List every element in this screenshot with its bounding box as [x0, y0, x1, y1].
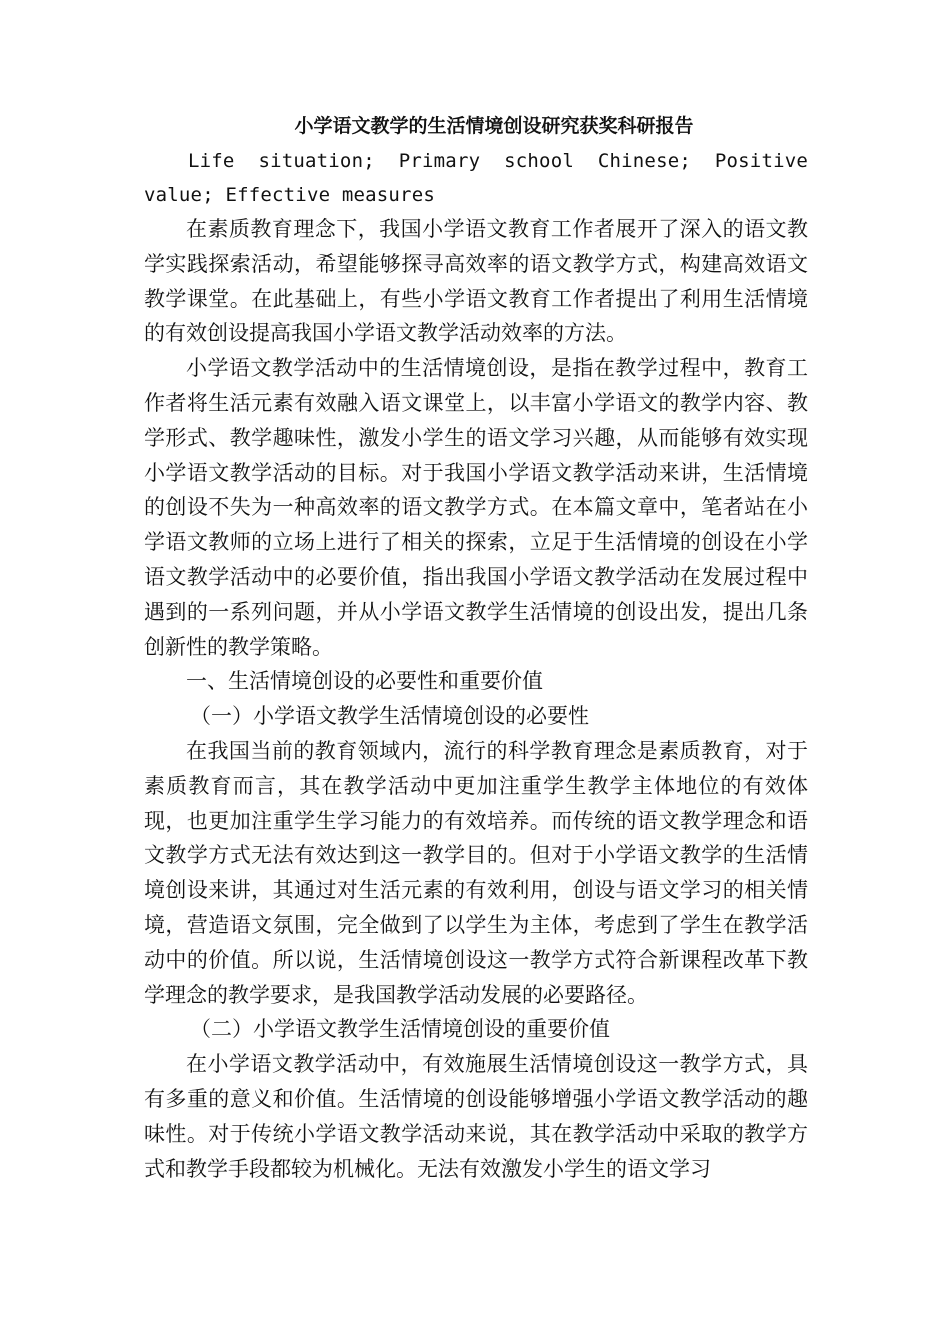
english-keywords: Life situation; Primary school Chinese; Positive value; Effective measures — [144, 150, 808, 206]
section-heading-1: 一、生活情境创设的必要性和重要价值 — [186, 669, 543, 694]
subsection-2-paragraph: 在小学语文教学活动中，有效施展生活情境创设这一教学方式，具有多重的意义和价值。生活情境的创设能够增强小学语文教学活动的趣味性。对于传统小学语文教学活动来说，其在教学活动中采取的教学方式和教学手段都较为机械化。无法有效激发小学生的语文学习 — [144, 1052, 808, 1181]
subsection-1-paragraph: 在我国当前的教育领域内，流行的科学教育理念是素质教育，对于素质教育而言，其在教学活动中更加注重学生教学主体地位的有效体现，也更加注重学生学习能力的有效培养。而传统的语文教学理念和语文教学方式无法有效达到这一教学目的。但对于小学语文教学的生活情境创设来讲，其通过对生活元素的有效利用，创设与语文学习的相关情境，营造语文氛围，完全做到了以学生为主体，考虑到了学生在教学活动中的价值。所以说，生活情境创设这一教学方式符合新课程改革下教学理念的教学要求，是我国教学活动发展的必要路径。 — [144, 738, 808, 1007]
document-body — [144, 108, 808, 1186]
document-title: 小学语文教学的生活情境创设研究获奖科研报告 — [294, 115, 694, 137]
subsection-heading-1: （一）小学语文教学生活情境创设的必要性 — [190, 704, 589, 729]
intro-paragraph-1: 在素质教育理念下，我国小学语文教育工作者展开了深入的语文教学实践探索活动，希望能够探寻高效率的语文教学方式，构建高效语文教学课堂。在此基础上，有些小学语文教育工作者提出了利用生活情境的有效创设提高我国小学语文教学活动效率的方法。 — [144, 217, 808, 346]
intro-paragraph-2: 小学语文教学活动中的生活情境创设，是指在教学过程中，教育工作者将生活元素有效融入语文课堂上，以丰富小学语文的教学内容、教学形式、教学趣味性，激发小学生的语文学习兴趣，从而能够有效实现小学语文教学活动的目标。对于我国小学语文教学活动来讲，生活情境的创设不失为一种高效率的语文教学方式。在本篇文章中，笔者站在小学语文教师的立场上进行了相关的探索，立足于生活情境的创设在小学语文教学活动中的必要价值，指出我国小学语文教学活动在发展过程中遇到的一系列问题，并从小学语文教学生活情境的创设出发，提出几条创新性的教学策略。 — [144, 356, 808, 659]
subsection-heading-2: （二）小学语文教学生活情境创设的重要价值 — [190, 1017, 610, 1042]
